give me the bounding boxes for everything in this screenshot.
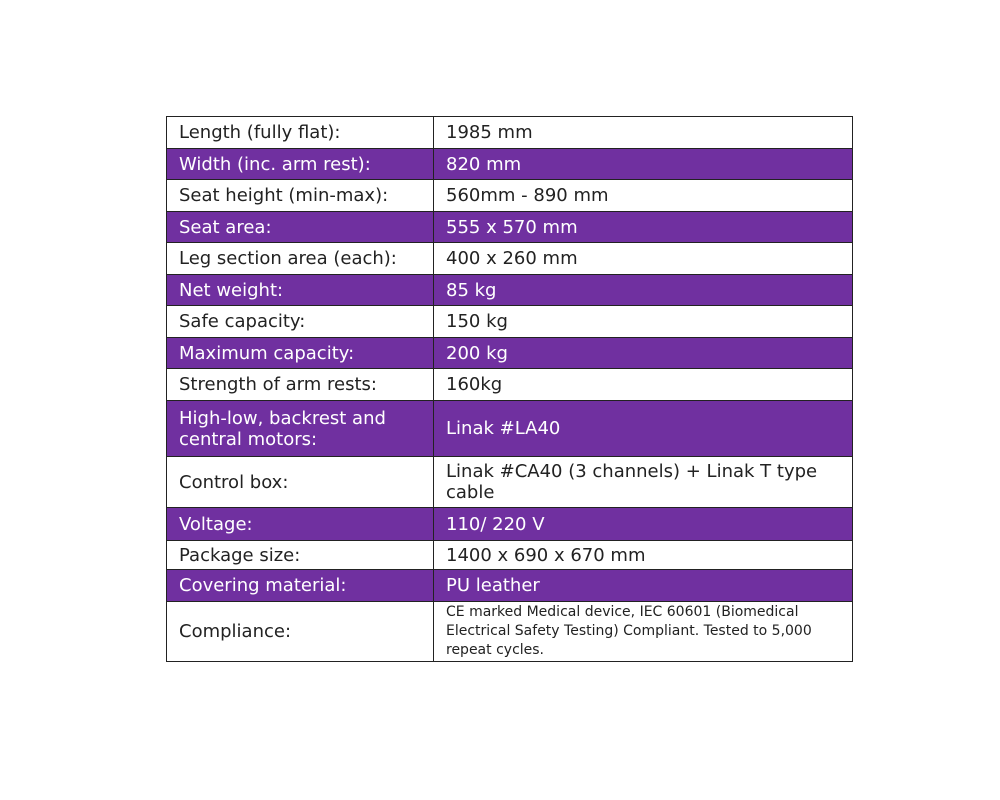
spec-label: Package size: (167, 541, 434, 570)
spec-label: High-low, backrest and central motors: (167, 401, 434, 457)
spec-value: 555 x 570 mm (434, 212, 853, 243)
spec-value: 560mm - 890 mm (434, 180, 853, 212)
spec-label: Seat height (min-max): (167, 180, 434, 212)
spec-label: Maximum capacity: (167, 338, 434, 369)
spec-row-safe-capacity (167, 306, 853, 338)
spec-row-seat-area (167, 212, 853, 243)
spec-value: PU leather (434, 570, 853, 602)
spec-label: Seat area: (167, 212, 434, 243)
spec-row-length (167, 117, 853, 149)
spec-value: 1400 x 690 x 670 mm (434, 541, 853, 570)
spec-label: Length (fully flat): (167, 117, 434, 149)
spec-label: Compliance: (167, 602, 434, 662)
spec-label: Strength of arm rests: (167, 369, 434, 401)
spec-value: 200 kg (434, 338, 853, 369)
spec-value: 400 x 260 mm (434, 243, 853, 275)
spec-row-arm-rest-strength (167, 369, 853, 401)
spec-row-width (167, 149, 853, 180)
spec-value: Linak #LA40 (434, 401, 853, 457)
spec-row-compliance (167, 602, 853, 662)
spec-row-voltage (167, 508, 853, 541)
spec-value: CE marked Medical device, IEC 60601 (Biomedical Electrical Safety Testing) Compliant. Tested to 5,000 repeat cycles. (434, 602, 853, 662)
spec-label: Leg section area (each): (167, 243, 434, 275)
spec-row-motors (167, 401, 853, 457)
spec-label: Control box: (167, 457, 434, 508)
spec-value: 110/ 220 V (434, 508, 853, 541)
spec-value: 85 kg (434, 275, 853, 306)
spec-value: 1985 mm (434, 117, 853, 149)
spec-row-max-capacity (167, 338, 853, 369)
spec-row-net-weight (167, 275, 853, 306)
spec-value: Linak #CA40 (3 channels) + Linak T type cable (434, 457, 853, 508)
spec-label: Voltage: (167, 508, 434, 541)
spec-row-seat-height (167, 180, 853, 212)
spec-label: Width (inc. arm rest): (167, 149, 434, 180)
spec-value: 160kg (434, 369, 853, 401)
spec-value: 820 mm (434, 149, 853, 180)
spec-row-control-box (167, 457, 853, 508)
spec-row-covering (167, 570, 853, 602)
spec-label: Safe capacity: (167, 306, 434, 338)
spec-value: 150 kg (434, 306, 853, 338)
spec-label: Covering material: (167, 570, 434, 602)
spec-row-package-size (167, 541, 853, 570)
spec-table (166, 116, 853, 662)
spec-row-leg-section (167, 243, 853, 275)
spec-label: Net weight: (167, 275, 434, 306)
